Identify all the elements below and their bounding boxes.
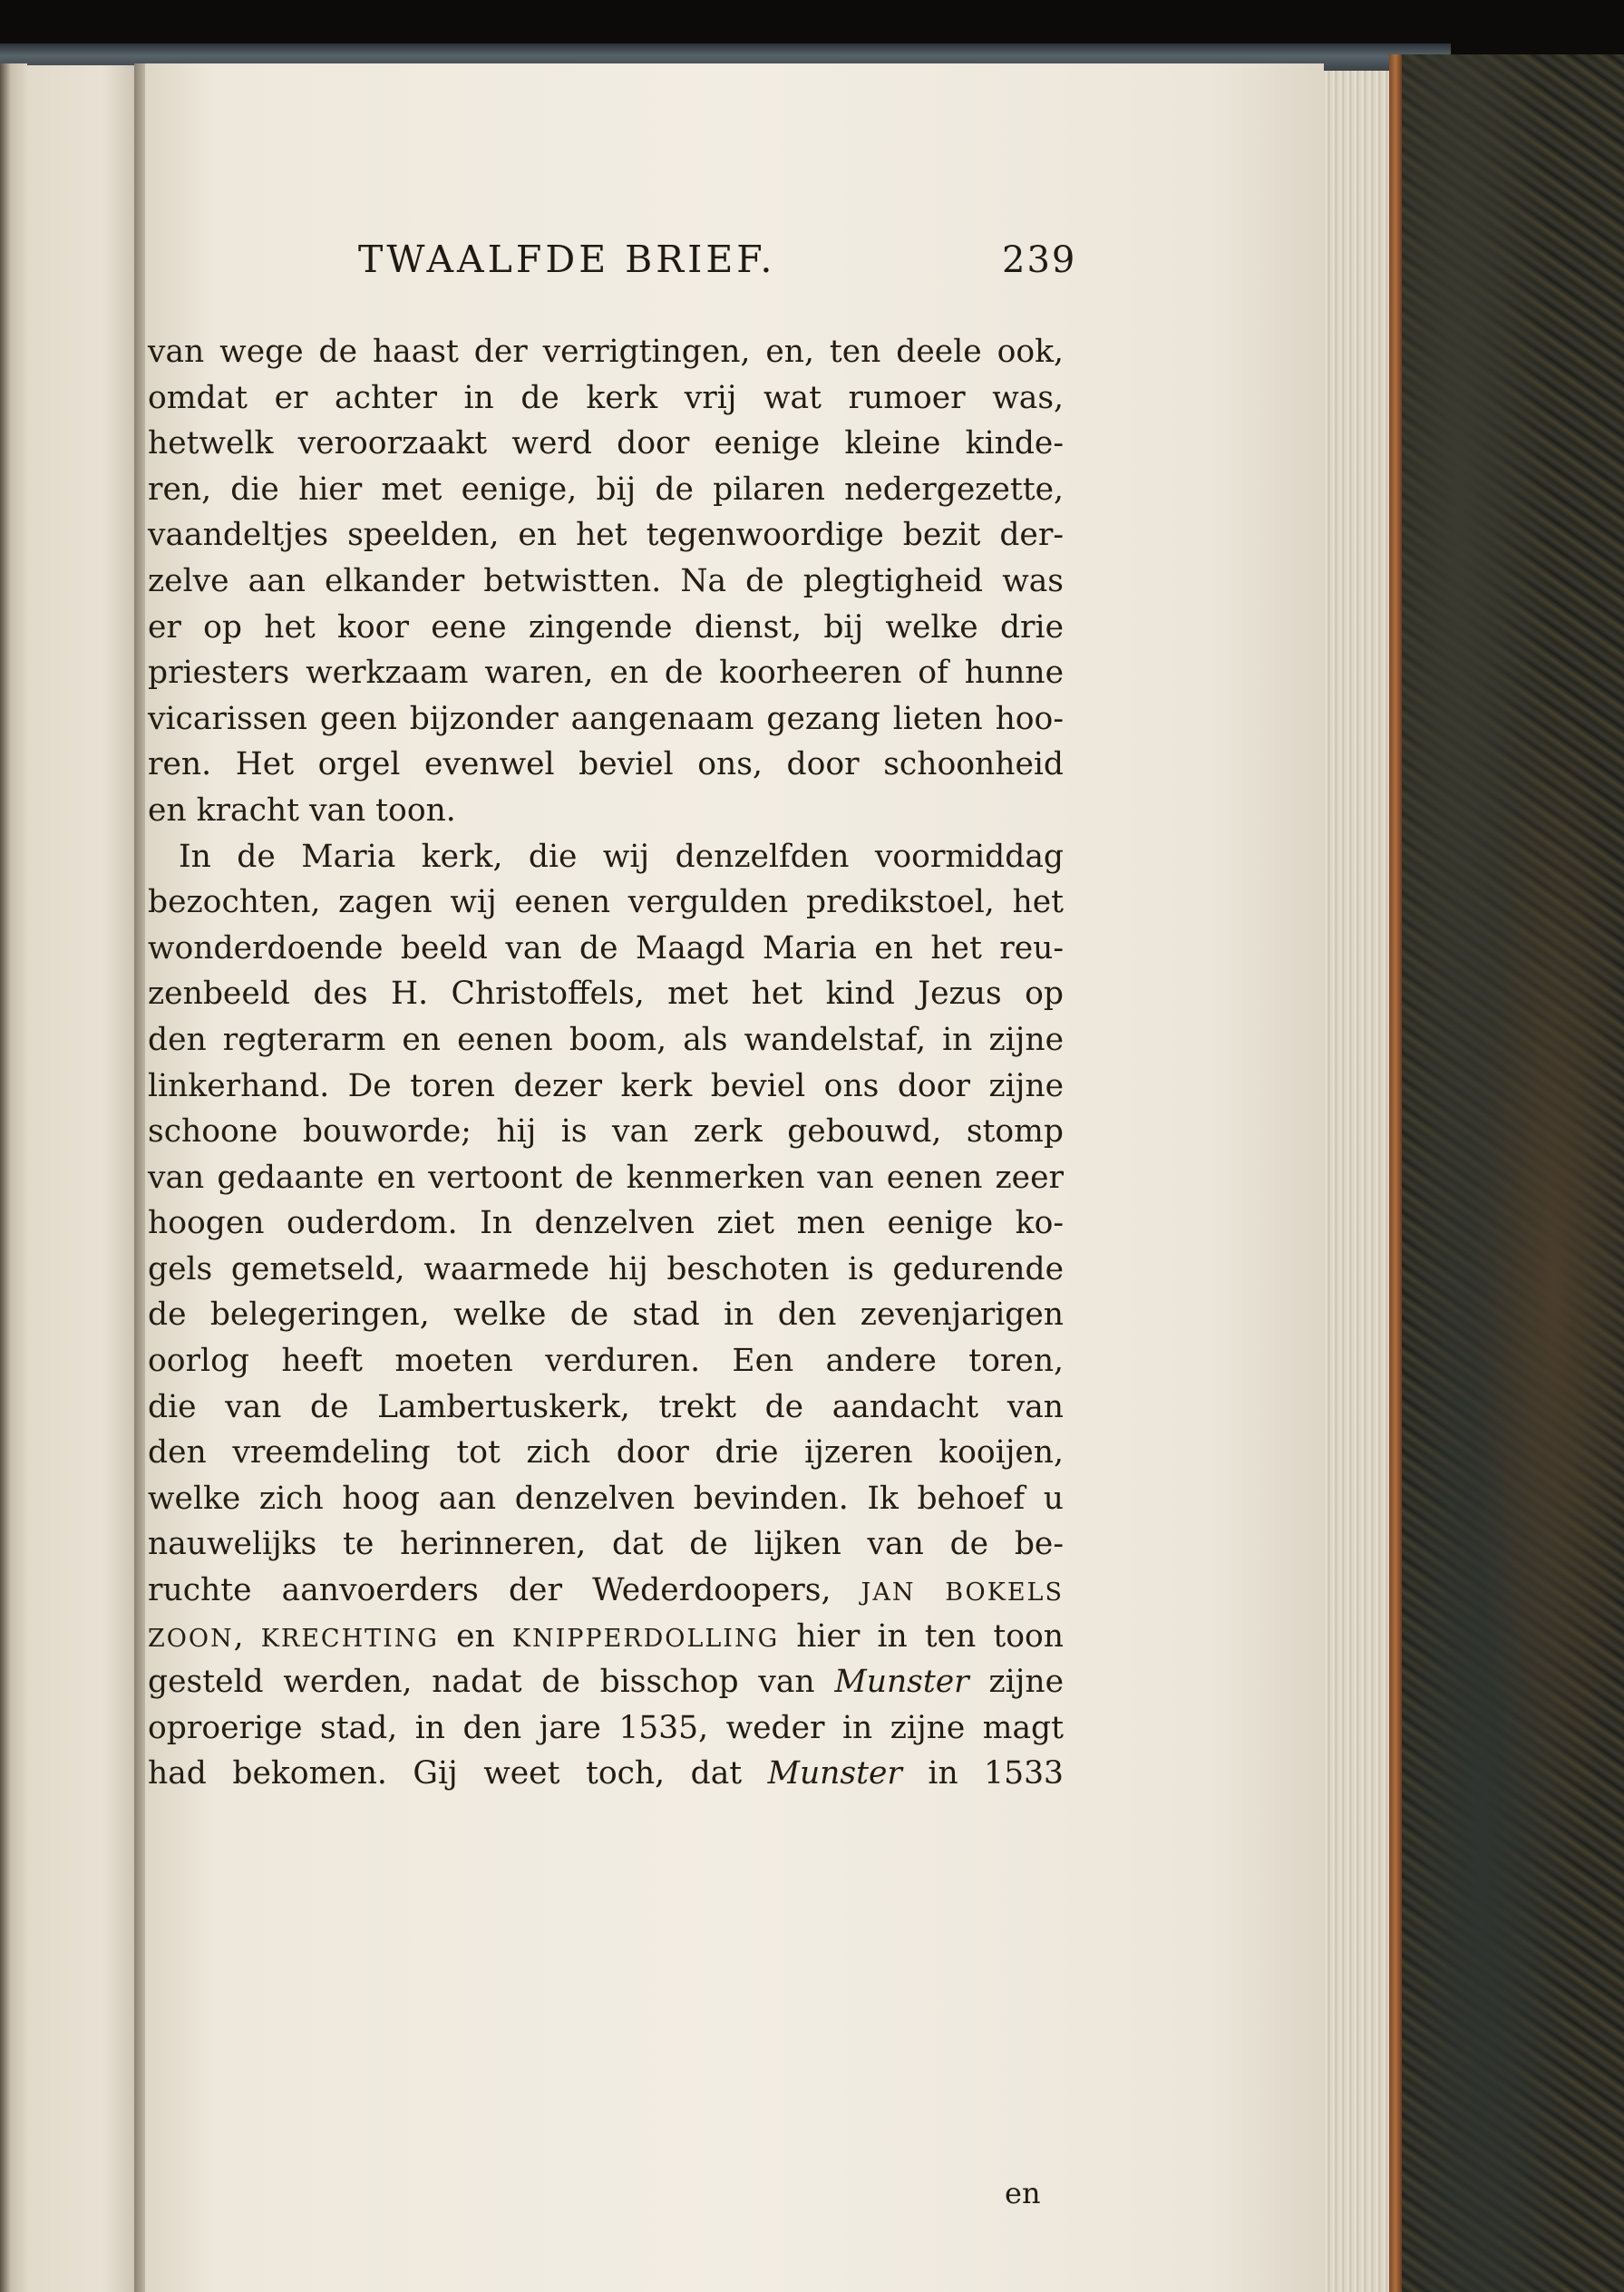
- small-caps-name: KRECHTING: [260, 1624, 439, 1653]
- text-line: zelve aan elkander betwistten. Na de plegtigheid was: [148, 562, 1064, 599]
- text-line: bezochten, zagen wij eenen vergulden predikstoel, het: [148, 884, 1064, 921]
- text-line: van gedaante en vertoont de kenmerken van eenen zeer: [148, 1159, 1064, 1196]
- catchword: en: [1005, 2176, 1041, 2210]
- text-line: de belegeringen, welke de stad in den zevenjarigen: [148, 1297, 1064, 1334]
- cover-leather-edge: [1389, 54, 1402, 2292]
- page-stack-edge: [1324, 71, 1389, 2292]
- text-line: nauwelijks te herinneren, dat de lijken van de be-: [148, 1526, 1064, 1563]
- text-line: In de Maria kerk, die wij denzelfden voormiddag: [179, 838, 1064, 875]
- small-caps-name: ZOON: [148, 1624, 234, 1653]
- small-caps-name: JAN BOKELS: [861, 1578, 1064, 1607]
- text-line: [148, 1659, 1064, 1705]
- text-line: den regterarm en eenen boom, als wandelstaf, in zijne: [148, 1021, 1064, 1058]
- text-line: die van de Lambertuskerk, trekt de aandacht van: [148, 1388, 1064, 1425]
- left-page-edge: [0, 63, 27, 2292]
- text-line: gels gemetseld, waarmede hij beschoten is gedurende: [148, 1250, 1064, 1287]
- text-segment: gesteld werden, nadat de bisschop van: [148, 1664, 815, 1701]
- running-head-title: TWAALFDE BRIEF.: [358, 238, 776, 281]
- text-line: hoogen ouderdom. In denzelven ziet men eenige ko-: [148, 1205, 1064, 1242]
- italic-place-name: Munster: [767, 1755, 902, 1792]
- page-number: 239: [1002, 239, 1077, 281]
- left-page-strip: [27, 65, 134, 2292]
- text-line: [148, 1568, 1064, 1614]
- text-line: omdat er achter in de kerk vrij wat rumoer was,: [148, 379, 1064, 416]
- text-line: ren, die hier met eenige, bij de pilaren nedergezette,: [148, 471, 1064, 508]
- text-line: schoone bouworde; hij is van zerk gebouwd, stomp: [148, 1113, 1064, 1151]
- text-segment: ruchte aanvoerders der Wederdoopers,: [148, 1572, 831, 1609]
- text-segment: had bekomen. Gij weet toch, dat: [148, 1755, 743, 1792]
- text-line: van wege de haast der verrigtingen, en, ten deele ook,: [148, 334, 1064, 370]
- text-line: [148, 1751, 1064, 1797]
- text-line: welke zich hoog aan denzelven bevinden. Ik behoef u: [148, 1480, 1064, 1517]
- text-line: vaandeltjes speelden, en het tegenwoordige bezit der-: [148, 517, 1064, 554]
- page-body-text: [148, 329, 1064, 1797]
- text-segment: zijne: [988, 1664, 1064, 1701]
- text-line: er op het koor eene zingende dienst, bij welke drie: [148, 608, 1064, 646]
- text-line: vicarissen geen bijzonder aangenaam gezang lieten hoo-: [148, 700, 1064, 737]
- text-line: priesters werkzaam waren, en de koorheeren of hunne: [148, 655, 1064, 692]
- text-line: zenbeeld des H. Christoffels, met het kind Jezus op: [148, 976, 1064, 1013]
- text-line: en kracht van toon.: [148, 792, 456, 829]
- text-line: hetwelk veroorzaakt werd door eenige kleine kinde-: [148, 425, 1064, 462]
- small-caps-name: KNIPPERDOLLING: [511, 1624, 780, 1653]
- text-line: oproerige stad, in den jare 1535, weder in zijne magt: [148, 1709, 1064, 1746]
- text-segment: hier in ten toon: [796, 1617, 1064, 1655]
- text-segment: en: [456, 1617, 495, 1655]
- text-line: den vreemdeling tot zich door drie ijzeren kooijen,: [148, 1434, 1064, 1471]
- text-line: ren. Het orgel evenwel beviel ons, door schoonheid: [148, 746, 1064, 783]
- text-line: linkerhand. De toren dezer kerk beviel ons door zijne: [148, 1067, 1064, 1104]
- text-line: ZOON, KRECHTING en KNIPPERDOLLING hier in ten toon: [148, 1617, 1064, 1655]
- marbled-cover-board: [1389, 54, 1624, 2292]
- text-line: oorlog heeft moeten verduren. Een andere toren,: [148, 1343, 1064, 1380]
- text-line: wonderdoende beeld van de Maagd Maria en het reu-: [148, 929, 1064, 966]
- text-segment: in 1533: [928, 1755, 1064, 1792]
- italic-place-name: Munster: [834, 1664, 969, 1701]
